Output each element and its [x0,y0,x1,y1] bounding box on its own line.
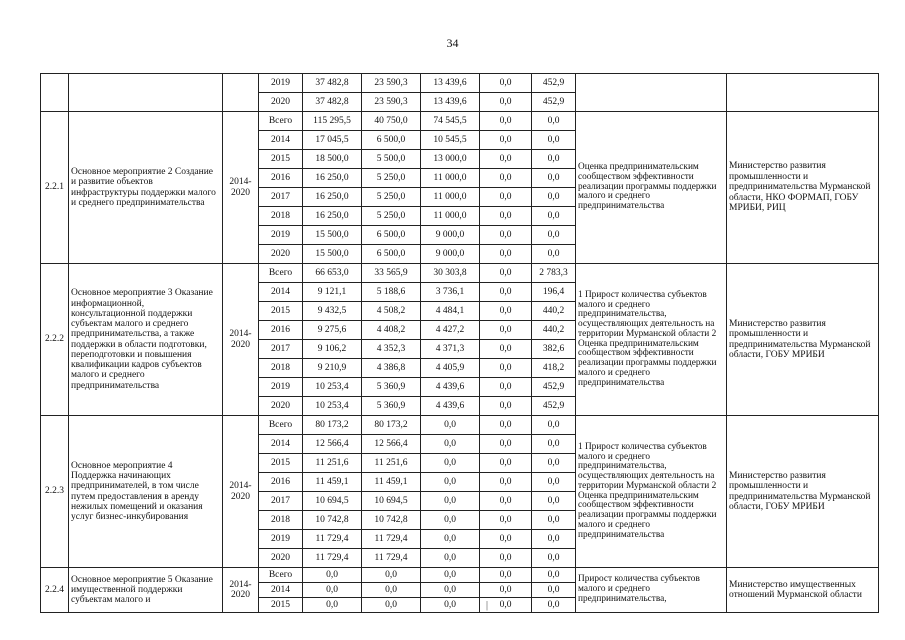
year-cell: Всего [259,416,303,435]
amount-cell: 12 566,4 [362,435,421,454]
year-cell: 2014 [259,283,303,302]
amount-cell: 0,0 [532,583,576,598]
year-cell: Всего [259,568,303,583]
year-cell: 2015 [259,454,303,473]
year-cell: Всего [259,264,303,283]
amount-cell: 9 121,1 [303,283,362,302]
activity-executor: Министерство имущественных отношений Мурманской области [727,568,879,613]
year-cell: 2016 [259,473,303,492]
year-cell: 2015 [259,598,303,613]
amount-cell: 17 045,5 [303,131,362,150]
activity-executor: Министерство развития промышленности и предпринимательства Мурманской области, ГОБУ МРИБИ [727,416,879,568]
year-cell: 2018 [259,359,303,378]
amount-cell: 16 250,0 [303,188,362,207]
amount-cell: 0,0 [480,511,532,530]
amount-cell: 0,0 [480,397,532,416]
amount-cell: 11 000,0 [421,169,480,188]
year-cell: 2020 [259,245,303,264]
amount-cell: 10 742,8 [362,511,421,530]
activity-name: Основное мероприятие 3 Оказание информационной, консультационной поддержки субъектам малого и среднего предпринимательства, а также поддержки в области подготовки, переподготовки и повышения квалификации кадров субъектов малого и среднего предпринимательства [69,264,223,416]
amount-cell: 11 251,6 [303,454,362,473]
amount-cell: 0,0 [532,131,576,150]
cont-name-cell [69,74,223,112]
amount-cell: 16 250,0 [303,207,362,226]
activity-executor: Министерство развития промышленности и предпринимательства Мурманской области, ГОБУ МРИБИ [727,264,879,416]
activity-period: 2014-2020 [223,112,259,264]
amount-cell: 0,0 [480,245,532,264]
amount-cell: 6 500,0 [362,226,421,245]
amount-cell: 11 729,4 [303,549,362,568]
amount-cell: 0,0 [480,454,532,473]
amount-cell: 13 000,0 [421,150,480,169]
table-row [41,568,879,583]
cont-period-cell [223,74,259,112]
activity-period: 2014-2020 [223,264,259,416]
cont-executor-cell [727,74,879,112]
amount-cell: 6 500,0 [362,245,421,264]
amount-cell: 0,0 [421,435,480,454]
amount-cell: 0,0 [532,530,576,549]
amount-cell: 0,0 [532,188,576,207]
amount-cell: 0,0 [421,530,480,549]
amount-cell: 9 210,9 [303,359,362,378]
amount-cell: 0,0 [532,416,576,435]
year-cell: 2018 [259,207,303,226]
amount-cell: 0,0 [480,188,532,207]
amount-cell: 10 253,4 [303,397,362,416]
amount-cell: 18 500,0 [303,150,362,169]
amount-cell: 0,0 [532,492,576,511]
amount-cell: 0,0 [480,74,532,93]
year-cell: 2017 [259,340,303,359]
amount-cell: 0,0 [480,169,532,188]
year-cell: 2019 [259,530,303,549]
amount-cell: 0,0 [480,583,532,598]
amount-cell: 0,0 [532,598,576,613]
amount-cell: 10 694,5 [303,492,362,511]
scan-mark: | [486,600,489,611]
activity-index: 2.2.3 [41,416,69,568]
year-cell: 2016 [259,321,303,340]
year-cell: 2017 [259,492,303,511]
amount-cell: 11 000,0 [421,207,480,226]
amount-cell: 0,0 [421,568,480,583]
amount-cell: 6 500,0 [362,131,421,150]
amount-cell: 5 360,9 [362,397,421,416]
amount-cell: 0,0 [421,511,480,530]
amount-cell: 0,0 [480,226,532,245]
amount-cell: 0,0 [480,568,532,583]
amount-cell: 0,0 [362,568,421,583]
amount-cell: 9 000,0 [421,226,480,245]
amount-cell: 0,0 [421,598,480,613]
amount-cell: 0,0 [480,302,532,321]
year-cell: 2014 [259,583,303,598]
amount-cell: 440,2 [532,321,576,340]
amount-cell: 382,6 [532,340,576,359]
amount-cell: 0,0 [480,112,532,131]
amount-cell: 40 750,0 [362,112,421,131]
amount-cell: 11 459,1 [362,473,421,492]
amount-cell: 0,0 [480,283,532,302]
activity-period: 2014-2020 [223,568,259,613]
amount-cell: 4 439,6 [421,378,480,397]
table-row [41,416,879,435]
amount-cell: 10 694,5 [362,492,421,511]
year-cell: 2017 [259,188,303,207]
amount-cell: 0,0 [421,492,480,511]
amount-cell: 418,2 [532,359,576,378]
amount-cell: 13 439,6 [421,74,480,93]
amount-cell: 2 783,3 [532,264,576,283]
amount-cell: 11 459,1 [303,473,362,492]
activity-result: Оценка предпринимательским сообществом эффективности реализации программы поддержки малого и среднего предпринимательства [576,112,727,264]
amount-cell: 0,0 [532,245,576,264]
amount-cell: 0,0 [532,226,576,245]
amount-cell: 13 439,6 [421,93,480,112]
amount-cell: 0,0 [532,568,576,583]
amount-cell: 0,0 [532,112,576,131]
amount-cell: 5 250,0 [362,169,421,188]
amount-cell: 3 736,1 [421,283,480,302]
table-row [41,74,879,93]
amount-cell: 0,0 [532,169,576,188]
amount-cell: 0,0 [532,454,576,473]
amount-cell: 0,0 [480,530,532,549]
amount-cell: 4 439,6 [421,397,480,416]
amount-cell: 0,0 [480,549,532,568]
amount-cell: 0,0 [362,583,421,598]
year-cell: 2020 [259,549,303,568]
amount-cell: 0,0 [532,511,576,530]
activity-name: Основное мероприятие 4 Поддержка начинающих предпринимателей, в том числе путем предоставления в аренду нежилых помещений и оказания услуг бизнес-инкубирования [69,416,223,568]
year-cell: 2015 [259,150,303,169]
amount-cell: 0,0 [362,598,421,613]
amount-cell: 4 508,2 [362,302,421,321]
activity-index: 2.2.4 [41,568,69,613]
table-row [41,264,879,283]
year-cell: 2020 [259,397,303,416]
year-cell: 2014 [259,435,303,454]
year-cell: 2020 [259,93,303,112]
amount-cell: 4 484,1 [421,302,480,321]
amount-cell: 74 545,5 [421,112,480,131]
amount-cell: 10 742,8 [303,511,362,530]
amount-cell: 11 000,0 [421,188,480,207]
activity-name: Основное мероприятие 2 Создание и развитие объектов инфраструктуры поддержки малого и среднего предпринимательства [69,112,223,264]
amount-cell: 4 405,9 [421,359,480,378]
amount-cell: 0,0 [303,583,362,598]
amount-cell: 4 371,3 [421,340,480,359]
amount-cell: 0,0 [480,150,532,169]
amount-cell: 4 352,3 [362,340,421,359]
amount-cell: 4 408,2 [362,321,421,340]
activity-result: 1 Прирост количества субъектов малого и среднего предпринимательства, осуществляющих деятельность на территории Мурманской области 2 Оценка предпринимательским сообществом эффективности реализации программы поддержки малого и среднего предпринимательства [576,264,727,416]
amount-cell: 452,9 [532,397,576,416]
year-cell: 2019 [259,226,303,245]
cont-result-cell [576,74,727,112]
amount-cell: 9 275,6 [303,321,362,340]
amount-cell: 0,0 [421,416,480,435]
activity-result: 1 Прирост количества субъектов малого и среднего предпринимательства, осуществляющих деятельность на территории Мурманской области 2 Оценка предпринимательским сообществом эффективности реализации программы поддержки малого и среднего предпринимательства [576,416,727,568]
amount-cell: 30 303,8 [421,264,480,283]
amount-cell: 0,0 [303,598,362,613]
amount-cell: 0,0 [532,150,576,169]
amount-cell: 11 251,6 [362,454,421,473]
amount-cell: 0,0 [480,93,532,112]
amount-cell: 452,9 [532,378,576,397]
amount-cell: 0,0 [480,492,532,511]
amount-cell: 12 566,4 [303,435,362,454]
program-activities-table [40,73,879,613]
amount-cell: 0,0 [480,207,532,226]
amount-cell: 0,0 [532,435,576,454]
activity-executor: Министерство развития промышленности и предпринимательства Мурманской области, НКО ФОРМАП, ГОБУ МРИБИ, РИЦ [727,112,879,264]
amount-cell: 16 250,0 [303,169,362,188]
amount-cell: 440,2 [532,302,576,321]
amount-cell: 0,0 [480,378,532,397]
activity-name: Основное мероприятие 5 Оказание имущественной поддержки субъектам малого и [69,568,223,613]
table-row [41,112,879,131]
amount-cell: 33 565,9 [362,264,421,283]
amount-cell: 5 360,9 [362,378,421,397]
amount-cell: 0,0 [480,264,532,283]
page-number: 34 [446,36,459,50]
amount-cell: 0,0 [532,473,576,492]
amount-cell: 0,0 [480,131,532,150]
amount-cell: 5 188,6 [362,283,421,302]
amount-cell: 15 500,0 [303,226,362,245]
amount-cell: 0,0 [421,473,480,492]
amount-cell: 9 106,2 [303,340,362,359]
year-cell: 2019 [259,378,303,397]
amount-cell: 0,0 [480,321,532,340]
amount-cell: 4 386,8 [362,359,421,378]
amount-cell: 0,0 [303,568,362,583]
amount-cell: 80 173,2 [303,416,362,435]
amount-cell: 23 590,3 [362,93,421,112]
amount-cell: 5 500,0 [362,150,421,169]
amount-cell: 0,0 [480,435,532,454]
amount-cell: 0,0 [421,583,480,598]
amount-cell: 66 653,0 [303,264,362,283]
amount-cell: 9 432,5 [303,302,362,321]
activity-period: 2014-2020 [223,416,259,568]
amount-cell: 0,0 [480,416,532,435]
year-cell: 2015 [259,302,303,321]
amount-cell: 37 482,8 [303,74,362,93]
amount-cell: 115 295,5 [303,112,362,131]
year-cell: 2018 [259,511,303,530]
amount-cell: 0,0 [421,549,480,568]
amount-cell: 0,0 [480,340,532,359]
amount-cell: 0,0 [532,549,576,568]
amount-cell: 452,9 [532,74,576,93]
activity-index: 2.2.1 [41,112,69,264]
amount-cell: 11 729,4 [303,530,362,549]
activity-index: 2.2.2 [41,264,69,416]
activity-result: Прирост количества субъектов малого и среднего предпринимательства, [576,568,727,613]
amount-cell: 0,0 [480,598,532,613]
amount-cell: 11 729,4 [362,549,421,568]
year-cell: 2014 [259,131,303,150]
amount-cell: 10 545,5 [421,131,480,150]
amount-cell: 9 000,0 [421,245,480,264]
amount-cell: 0,0 [480,359,532,378]
amount-cell: 23 590,3 [362,74,421,93]
year-cell: 2019 [259,74,303,93]
amount-cell: 80 173,2 [362,416,421,435]
year-cell: Всего [259,112,303,131]
amount-cell: 37 482,8 [303,93,362,112]
amount-cell: 0,0 [480,473,532,492]
cont-index-cell [41,74,69,112]
amount-cell: 5 250,0 [362,188,421,207]
amount-cell: 0,0 [532,207,576,226]
amount-cell: 15 500,0 [303,245,362,264]
year-cell: 2016 [259,169,303,188]
amount-cell: 452,9 [532,93,576,112]
amount-cell: 196,4 [532,283,576,302]
amount-cell: 4 427,2 [421,321,480,340]
amount-cell: 0,0 [421,454,480,473]
amount-cell: 5 250,0 [362,207,421,226]
amount-cell: 11 729,4 [362,530,421,549]
amount-cell: 10 253,4 [303,378,362,397]
